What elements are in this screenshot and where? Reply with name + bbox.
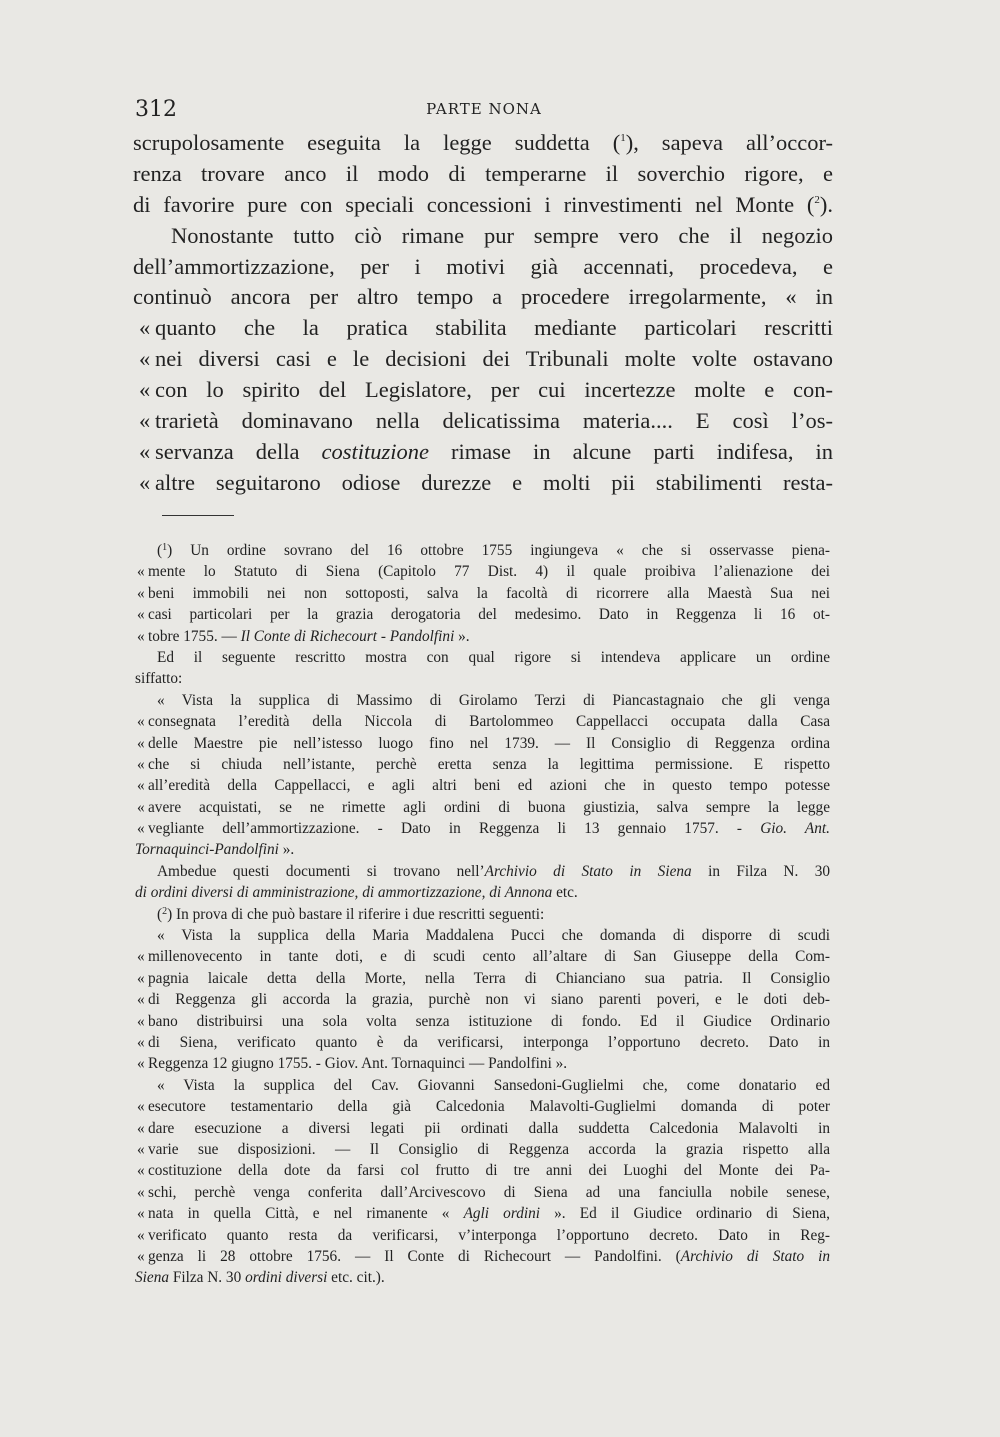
running-head: PARTE NONA bbox=[426, 100, 542, 118]
footnote-line: « millenovecento in tante doti, e di scudi cento all’altare di San Giuseppe della Com- bbox=[137, 948, 830, 966]
guillemet: « bbox=[139, 315, 151, 341]
guillemet: « bbox=[139, 408, 151, 434]
footnote-line: « di Reggenza gli accorda la grazia, purchè non vi siano parenti poveri, e le doti deb- bbox=[137, 991, 830, 1009]
footnote-line: « vegliante dell’ammortizzazione. - Dato in Reggenza li 13 gennaio 1757. - Gio. Ant. bbox=[137, 820, 830, 838]
footnotes bbox=[135, 540, 830, 1289]
body-line: « quanto che la pratica stabilita mediante particolari rescritti bbox=[133, 313, 833, 344]
footnote-line: « tobre 1755. — Il Conte di Richecourt - Pandolfini ». bbox=[137, 627, 470, 645]
footnote-line: siffatto: bbox=[135, 670, 183, 688]
footnote-line: « delle Maestre pie nell’istesso luogo fino nel 1739. — Il Consiglio di Reggenza ordina bbox=[137, 734, 830, 752]
body-line: dell’ammortizzazione, per i motivi già accennati, procedeva, e bbox=[133, 253, 833, 279]
guillemet: « bbox=[139, 346, 151, 372]
footnote-line: « mente lo Statuto di Siena (Capitolo 77 Dist. 4) il quale proibiva l’alienazione dei bbox=[137, 563, 830, 581]
guillemet: « bbox=[139, 438, 151, 464]
footnote-line: « pagnia laicale detta della Morte, nella Terra di Chianciano sua patria. Il Consiglio bbox=[137, 969, 830, 987]
footnote-line: « beni immobili nei non sottoposti, salva la facoltà di ricorrere alla Maestà Sua nei bbox=[137, 584, 830, 602]
footnote-line: Siena Filza N. 30 ordini diversi etc. cit.). bbox=[135, 1269, 385, 1287]
body-line: scrupolosamente eseguita la legge suddetta ($^1$), sapeva all’occor- bbox=[133, 130, 833, 155]
footnote-line: « costituzione della dote da farsi col frutto di tre anni dei Luoghi del Monte dei Pa- bbox=[137, 1162, 830, 1180]
body-line: Nonostante tutto ciò rimane pur sempre vero che il negozio bbox=[171, 222, 833, 248]
footnote-ref-2: 2 bbox=[814, 193, 820, 206]
italic-term: costituzione bbox=[321, 438, 429, 464]
footnote-ref-1: 1 bbox=[620, 132, 626, 144]
body-line: « nei diversi casi e le decisioni dei Tribunali molte volte ostavano bbox=[133, 344, 833, 375]
footnote-line: « all’eredità della Cappellacci, e agli altri beni ed azioni che in questo tempo potesse bbox=[137, 777, 830, 795]
footnote-number-2: 2 bbox=[162, 905, 168, 917]
footnote-line: « casi particolari per la grazia derogatoria del medesimo. Dato in Reggenza li 16 ot- bbox=[137, 606, 830, 624]
footnote-line: « verificato quanto resta da verificarsi, v’interponga l’opportuno decreto. Dato in Reg- bbox=[137, 1226, 830, 1244]
footnote-line: « Vista la supplica della Maria Maddalena Pucci che domanda di disporre di scudi bbox=[157, 927, 830, 945]
footnote-line: « avere acquistati, se ne rimette agli ordini di buona giustizia, salva sempre la legge bbox=[137, 798, 830, 816]
footnote-line: « di Siena, verificato quanto è da verificarsi, interponga l’opportuno decreto. Dato in bbox=[137, 1033, 830, 1051]
page-number: 312 bbox=[135, 97, 177, 122]
guillemet: « bbox=[139, 469, 151, 495]
footnote-number-1: 1 bbox=[162, 542, 168, 553]
footnote-line: « dare esecuzione a diversi legati pii ordinati dalla suddetta Calcedonia Malavolti in bbox=[137, 1119, 830, 1137]
footnote-line: « varie sue disposizioni. — Il Consiglio di Reggenza accorda la grazia rispetto alla bbox=[137, 1140, 830, 1158]
body-line: continuò ancora per altro tempo a procedere irregolarmente, « in bbox=[133, 284, 833, 310]
main-text bbox=[133, 128, 833, 499]
footnote-line: ($^1$) Un ordine sovrano del 16 ottobre 1755 ingiungeva « che si osservasse piena- bbox=[157, 542, 830, 559]
footnote-line: Tornaquinci-Pandolfini ». bbox=[135, 841, 295, 859]
body-line: di favorire pure con speciali concessioni i rinvestimenti nel Monte ($^2$). bbox=[133, 191, 833, 217]
body-line: « con lo spirito del Legislatore, per cui incertezze molte e con- bbox=[133, 375, 833, 406]
footnote-line: « genza li 28 ottobre 1756. — Il Conte di Richecourt — Pandolfini. (Archivio di Stato in bbox=[137, 1247, 830, 1265]
footnote-line: « nata in quella Città, e nel rimanente « Agli ordini ». Ed il Giudice ordinario di Siena, bbox=[137, 1205, 831, 1223]
footnote-line: di ordini diversi di amministrazione, di ammortizzazione, di Annona etc. bbox=[135, 884, 578, 902]
body-line: « trarietà dominavano nella delicatissima materia.... E così l’os- bbox=[133, 406, 833, 437]
footnote-separator bbox=[162, 515, 234, 516]
body-line: « altre seguitarono odiose durezze e molti pii stabilimenti resta- bbox=[133, 468, 833, 499]
guillemet: « bbox=[139, 377, 151, 403]
footnote-line: « Vista la supplica del Cav. Giovanni Sansedoni-Guglielmi che, come donatario ed bbox=[157, 1076, 830, 1094]
footnote-line: ($^2$) In prova di che può bastare il riferire i due rescritti seguenti: bbox=[157, 905, 545, 923]
footnote-line: « schi, perchè venga conferita dall’Arcivescovo di Siena ad una fanciulla nobile senese, bbox=[137, 1183, 830, 1201]
footnote-line: « Reggenza 12 giugno 1755. - Giov. Ant. Tornaquinci — Pandolfini ». bbox=[137, 1055, 568, 1073]
footnote-line: Ed il seguente rescritto mostra con qual rigore si intendeva applicare un ordine bbox=[157, 648, 830, 666]
body-line: « servanza della costituzione rimase in alcune parti indifesa, in bbox=[133, 437, 833, 468]
footnote-line: « che si chiuda nell’istante, perchè eretta senza la legittima permissione. E rispetto bbox=[137, 755, 830, 773]
footnote-line: « Vista la supplica di Massimo di Girolamo Terzi di Piancastagnaio che gli venga bbox=[157, 691, 830, 709]
footnote-line: Ambedue questi documenti si trovano nell’Archivio di Stato in Siena in Filza N. 30 bbox=[157, 862, 830, 880]
footnote-line: « bano distribuirsi una sola volta senza istituzione di fondo. Ed il Giudice Ordinario bbox=[137, 1012, 830, 1030]
footnote-line: « esecutore testamentario della già Calcedonia Malavolti-Guglielmi domanda di poter bbox=[137, 1098, 830, 1116]
footnote-line: « consegnata l’eredità della Niccola di Bartolommeo Cappellacci occupata dalla Casa bbox=[137, 713, 830, 731]
body-line: renza trovare anco il modo di temperarne il soverchio rigore, e bbox=[133, 160, 833, 186]
page-header bbox=[135, 97, 833, 125]
